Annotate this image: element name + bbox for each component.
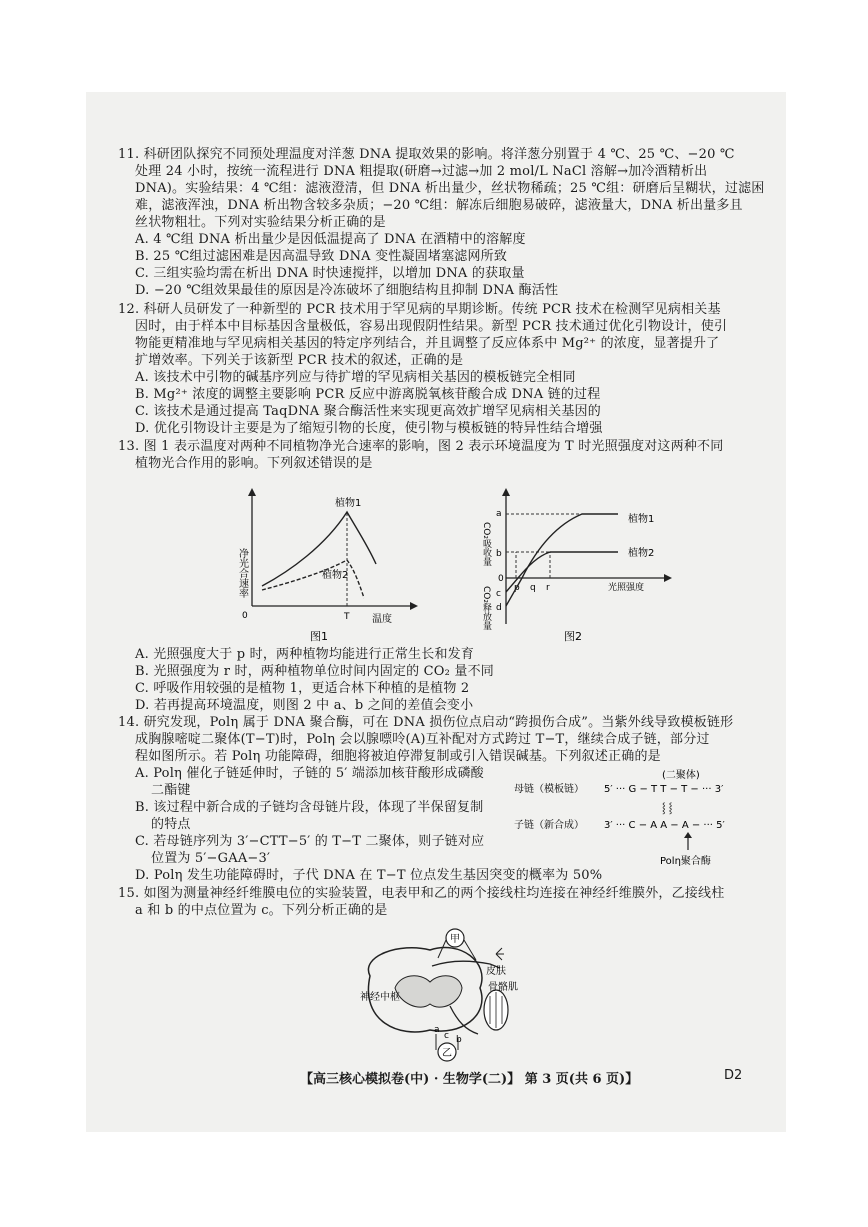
question-12 [118,301,770,437]
fig1-x-arrow [410,602,418,610]
skeletal-muscle-label: 骨骼肌 [488,982,518,993]
meter-yi-label: 乙 [442,1048,452,1059]
fig1-plant2-label: 植物2 [322,570,349,581]
fig2-ylabel-top: CO₂吸收量 [481,522,491,566]
fig2-xlabel: 光照强度 [608,583,645,593]
q11-stem-line: 丝状物粗壮。下列对实验结果分析正确的是 [135,215,386,230]
fig1-ylabel: 净光合速率 [236,548,248,598]
meter-jia-label: 甲 [450,934,460,945]
q11-stem-line: 难，滤液浑浊，DNA 析出物含较多杂质；−20 ℃组：解冻后细胞易破碎，滤液量大，DNA 析出量多且 [135,198,743,213]
fig1-tick-t: T [344,612,350,622]
fig1-plant2-curve [262,560,364,598]
q11-option-c: C. 三组实验均需在析出 DNA 时快速搅拌，以增加 DNA 的获取量 [135,266,525,281]
fig1-plant1-curve [262,512,376,586]
question-11 [118,146,770,299]
q11-stem-line: 处理 24 小时，按统一流程进行 DNA 粗提取(研磨→过滤→加 2 mol/L NaCl 溶解→加冷酒精析出 [135,164,708,179]
fig2-ylabel-bottom: CO₂释放量 [481,586,491,630]
figure-neural-circuit [340,926,540,1064]
q14-stem-line: 成胸腺嘧啶二聚体(T−T)时，Polη 会以腺嘌呤(A)互补配对方式跨过 T−T，继续合成子链，部分过 [135,732,710,747]
fig1-plant1-label: 植物1 [335,498,362,509]
q14-option-c: C. 若母链序列为 3′−CTT−5′ 的 T−T 二聚体，则子链对应 [135,834,485,849]
child-strand-sequence: 3′ ··· C − A A − A − ··· 5′ [604,820,725,831]
q11-option-a: A. 4 ℃组 DNA 析出量少是因低温提高了 DNA 在酒精中的溶解度 [135,232,526,247]
page-footer [0,1068,868,1090]
footer-code: D2 [724,1068,743,1083]
fig2-letter-a: a [496,509,502,519]
q12-option-c: C. 该技术是通过提高 TaqDNA 聚合酶活性来实现更高效扩增罕见病相关基因的 [135,404,601,419]
skin-label: 皮肤 [486,966,506,977]
fig2-tick-p: p [514,583,520,593]
q12-stem-line: 12. 科研人员研发了一种新型的 PCR 技术用于罕见病的早期诊断。传统 PCR 技术在检测罕见病相关基 [118,302,721,317]
point-c-label: c [444,1031,449,1041]
gray-matter [395,976,462,1007]
fig2-plant1-label: 植物1 [628,514,655,525]
child-strand-label: 子链（新合成） [514,820,584,831]
q11-stem-line: 11. 科研团队探究不同预处理温度对洋葱 DNA 提取效果的影响。将洋葱分别置于 4 ℃、25 ℃、−20 ℃ [118,147,735,162]
q12-option-a: A. 该技术中引物的碱基序列应与待扩增的罕见病相关基因的模板链完全相同 [135,370,576,385]
fig1-origin: 0 [242,611,248,621]
q15-stem-line: a 和 b 的中点位置为 c。下列分析正确的是 [135,903,388,918]
q15-stem-line: 15. 如图为测量神经纤维膜电位的实验装置，电表甲和乙的两个接线柱均连接在神经纤维膜外，乙接线柱 [118,886,725,901]
q12-stem-line: 因时，由于样本中目标基因含量极低，容易出现假阴性结果。新型 PCR 技术通过优化引物设计，使引 [135,319,728,334]
q11-option-d: D. −20 ℃组效果最佳的原因是冷冻破坏了细胞结构且抑制 DNA 酶活性 [135,283,559,298]
polymerase-label: Polη聚合酶 [660,856,711,867]
point-b-label: b [456,1035,462,1045]
question-15 [118,885,770,919]
dimer-label: (二聚体) [662,770,700,781]
fig2-letter-b: b [496,549,502,559]
q13-option-a: A. 光照强度大于 p 时，两种植物均能进行正常生长和发育 [135,647,475,662]
q13-stem-line: 13. 图 1 表示温度对两种不同植物净光合速率的影响，图 2 表示环境温度为 T 时光照强度对这两种不同 [118,439,724,454]
fig2-plant1-curve [506,514,618,606]
figure-1-temperature-chart [230,486,420,646]
fig2-plant2-label: 植物2 [628,548,655,559]
fig1-y-arrow [248,488,256,496]
mother-strand-sequence: 5′ ··· G − T T − T − ··· 3′ [604,784,724,795]
q14-option-c-cont: 位置为 5′−GAA−3′ [151,851,271,866]
q14-option-b: B. 该过程中新合成的子链均含母链片段，体现了半保留复制 [135,800,484,815]
q14-option-a-cont: 二酯键 [151,783,191,798]
q12-stem-line: 扩增效率。下列关于该新型 PCR 技术的叙述，正确的是 [135,353,464,368]
fig2-letter-d: d [496,603,502,613]
nerve-center-label: 神经中枢 [360,992,400,1003]
q14-stem-line: 14. 研究发现，Polη 属于 DNA 聚合酶，可在 DNA 损伤位点启动“跨损伤合成”。当紫外线导致模板链形 [118,715,734,730]
fig2-origin: 0 [498,574,504,584]
fig2-caption: 图2 [564,630,582,643]
q11-option-b: B. 25 ℃组过滤困难是因高温导致 DNA 变性凝固堵塞滤网所致 [135,249,508,264]
q13-option-d: D. 若再提高环境温度，则图 2 中 a、b 之间的差值会变小 [135,698,474,713]
q12-stem-line: 物能更精准地与罕见病相关基因的特定序列结合，并且调整了反应体系中 Mg²⁺ 的浓度，显著提升了 [135,336,720,351]
q14-option-a: A. Polη 催化子链延伸时，子链的 5′ 端添加核苷酸形成磷酸 [135,766,484,781]
receptor-ending-icon [496,948,504,960]
q14-option-d: D. Polη 发生功能障碍时，子代 DNA 在 T−T 位点发生基因突变的概率为 50% [135,868,603,883]
fig2-y-arrow [502,488,510,496]
footer-title: 【高三核心模拟卷(中) · 生物学(二)】 第 3 页(共 6 页)】 [300,1072,639,1087]
q14-option-b-cont: 的特点 [151,817,191,832]
question-13 [118,438,770,472]
q13-stem-line: 植物光合作用的影响。下列叙述错误的是 [135,456,373,471]
q13-option-b: B. 光照强度为 r 时，两种植物单位时间内固定的 CO₂ 量不同 [135,664,494,679]
fig1-caption: 图1 [310,630,328,643]
fig2-plant2-curve [506,552,618,592]
figure-polh-dna-diagram [512,766,780,870]
q12-option-b: B. Mg²⁺ 浓度的调整主要影响 PCR 反应中游离脱氧核苷酸合成 DNA 链的过程 [135,387,601,402]
fig1-xlabel: 温度 [372,614,392,625]
polymerase-arrowhead [684,832,692,838]
fig2-letter-c: c [496,589,501,599]
question-13-options [118,646,770,714]
point-a-label: a [434,1025,440,1035]
mother-strand-label: 母链（模板链） [514,784,584,795]
h-bond-marks: ⸾ ⸾ [662,803,673,814]
q12-option-d: D. 优化引物设计主要是为了缩短引物的长度，使引物与模板链的特异性结合增强 [135,421,603,436]
q14-stem-line: 程如图所示。若 Polη 功能障碍，细胞将被迫停滞复制或引入错误碱基。下列叙述正确的是 [135,749,661,764]
q11-stem-line: DNA)。实验结果：4 ℃组：滤液澄清，但 DNA 析出量少，丝状物稀疏；25 ℃组：研磨后呈糊状，过滤困 [135,181,765,196]
q13-option-c: C. 呼吸作用较强的是植物 1，更适合林下种植的是植物 2 [135,681,470,696]
fig2-tick-q: q [530,583,536,593]
figure-2-light-chart [478,486,678,646]
fig2-tick-r: r [546,583,550,593]
fig2-x-arrow [664,574,672,582]
